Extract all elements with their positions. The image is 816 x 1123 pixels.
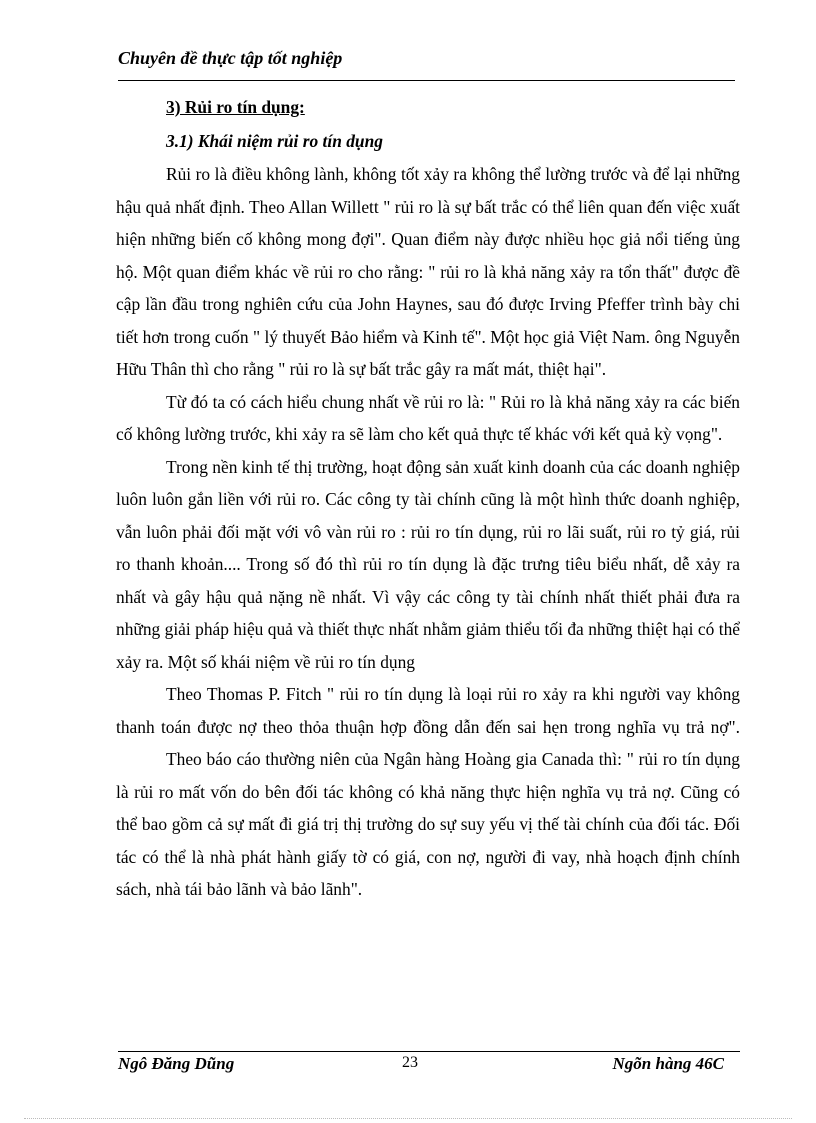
paragraph-market-economy: Trong nền kinh tế thị trường, hoạt động sản xuất kinh doanh của các doanh nghiệp luôn luôn gắn liền với rủi ro. Các công ty tài chính cũng là một hình thức doanh nghiệp, vẫn luôn phải đối mặt với vô vàn rủi ro : rủi ro tín dụng, rủi ro lãi suất, rủi ro tỷ giá, rủi ro thanh khoản.... Trong số đó thì rủi ro tín dụng là đặc trưng tiêu biểu nhất, dễ xảy ra nhất và gây hậu quả nặng nề nhất. Vì vậy các công ty tài chính nhất thiết phải đưa ra những giải pháp hiệu quả và thiết thực nhất nhằm giảm thiểu tối đa những thiệt hại có thể xảy ra. Một số khái niệm về rủi ro tín dụng (116, 456, 740, 672)
section-subheading: 3.1) Khái niệm rủi ro tín dụng (166, 131, 383, 151)
footer-author: Ngô Đăng Dũng (118, 1054, 235, 1073)
page-edge-divider (24, 1118, 792, 1119)
header-divider (118, 80, 735, 81)
paragraph-general-understanding: Từ đó ta có cách hiểu chung nhất về rủi ro là: " Rủi ro là khả năng xảy ra các biến cố không lường trước, khi xảy ra sẽ làm cho kết quả thực tế khác với kết quả kỳ vọng". (116, 391, 740, 444)
footer-class: Ngõn hàng 46C (612, 1054, 724, 1073)
page-footer (118, 1054, 724, 1078)
document-body (116, 90, 740, 906)
page-number: 23 (402, 1054, 418, 1071)
header-title: Chuyên đề thực tập tốt nghiệp (118, 48, 343, 68)
footer-divider (118, 1051, 740, 1052)
section-heading: 3) Rủi ro tín dụng: (166, 97, 305, 117)
paragraph-rbc-definition: Theo báo cáo thường niên của Ngân hàng Hoàng gia Canada thì: " rủi ro tín dụng là rủi ro mất vốn do bên đối tác không có khả năng thực hiện nghĩa vụ trả nợ. Cũng có thể bao gồm cả sự mất đi giá trị thị trường do sự suy yếu vị thế tài chính của đối tác. Đối tác có thể là nhà phát hành giấy tờ có giá, con nợ, người đi vay, nhà hoạch định chính sách, nhà tái bảo lãnh và bảo lãnh". (116, 749, 740, 899)
paragraph-fitch-definition: Theo Thomas P. Fitch " rủi ro tín dụng là loại rủi ro xảy ra khi người vay không thanh toán được nợ theo thỏa thuận hợp đồng dẫn đến sai hẹn trong nghĩa vụ trả nợ". (116, 684, 740, 737)
paragraph-risk-definition: Rủi ro là điều không lành, không tốt xảy ra không thể lường trước và để lại những hậu quả nhất định. Theo Allan Willett " rủi ro là sự bất trắc có thể liên quan đến việc xuất hiện những biến cố không mong đợi". Quan điểm này được nhiều học giả nổi tiếng ủng hộ. Một quan điểm khác về rủi ro cho rằng: " rủi ro là khả năng xảy ra tổn thất" được đề cập lần đầu trong nghiên cứu của John Haynes, sau đó được Irving Pfeffer trình bày chi tiết hơn trong cuốn " lý thuyết Bảo hiểm và Kinh tế". Một học giả Việt Nam. ông Nguyễn Hữu Thân thì cho rằng " rủi ro là sự bất trắc gây ra mất mát, thiệt hại". (116, 164, 740, 379)
